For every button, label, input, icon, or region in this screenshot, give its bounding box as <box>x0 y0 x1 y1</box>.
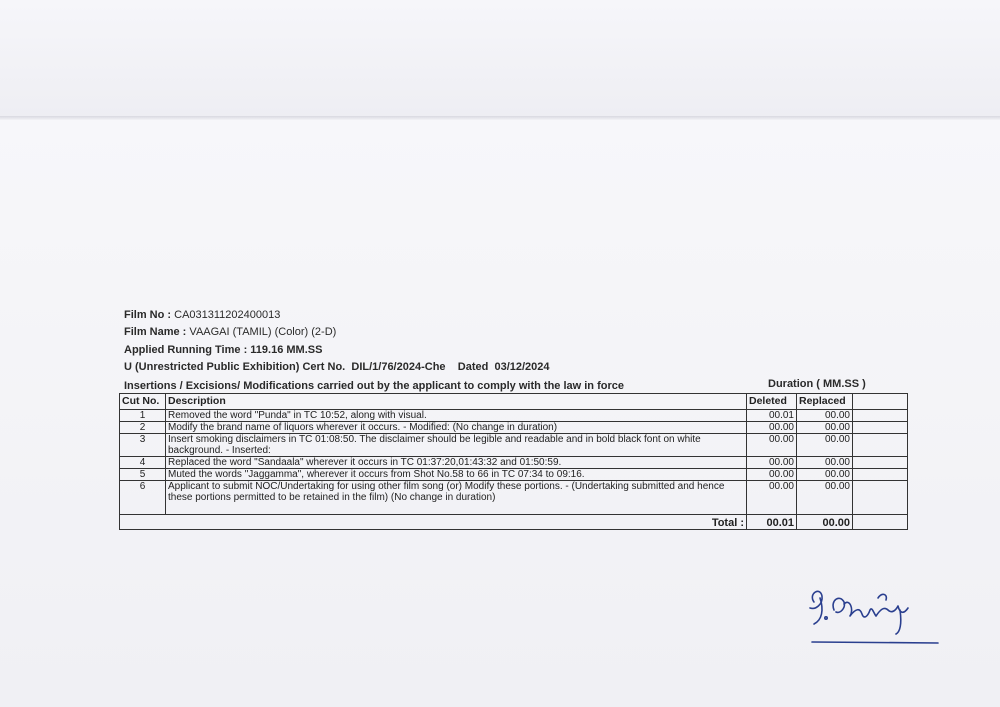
table-row <box>120 469 908 481</box>
blank-cell <box>853 469 908 481</box>
blank-cell <box>853 410 908 422</box>
dated-label: Dated <box>457 361 489 373</box>
blank-cell <box>853 434 908 457</box>
dated-value: 03/12/2024 <box>494 361 550 373</box>
deleted-value: 00.00 <box>747 469 797 481</box>
replaced-value: 00.00 <box>797 481 853 515</box>
cut-description: Insert smoking disclaimers in TC 01:08:50. The disclaimer should be legible and readable and in bold black font on white background. - Inserted: <box>166 434 747 457</box>
total-deleted: 00.01 <box>747 515 797 530</box>
cert-number: DIL/1/76/2024-Che <box>351 361 446 373</box>
film-name-line <box>124 326 336 338</box>
film-name-label: Film Name : <box>124 326 187 338</box>
table-row <box>120 410 908 422</box>
cut-number: 5 <box>120 469 166 481</box>
header-blank <box>853 394 908 410</box>
running-time-value: 119.16 MM.SS <box>250 344 323 356</box>
total-row <box>120 515 908 530</box>
cut-description: Removed the word "Punda" in TC 10:52, along with visual. <box>166 410 747 422</box>
blank-cell <box>853 457 908 469</box>
replaced-value: 00.00 <box>797 410 853 422</box>
cut-description: Modify the brand name of liquors wherever it occurs. - Modified: (No change in duration) <box>166 422 747 434</box>
deleted-value: 00.00 <box>747 481 797 515</box>
header-cut-no: Cut No. <box>120 394 166 410</box>
header-description: Description <box>166 394 747 410</box>
cert-label: U (Unrestricted Public Exhibition) Cert No. <box>124 361 346 373</box>
replaced-value: 00.00 <box>797 469 853 481</box>
film-name-value: VAAGAI (TAMIL) (Color) (2-D) <box>189 326 337 338</box>
film-no-line <box>124 309 280 321</box>
paper-top-fold <box>0 0 1000 118</box>
replaced-value: 00.00 <box>797 457 853 469</box>
duration-heading: Duration ( MM.SS ) <box>768 378 866 390</box>
table-row <box>120 457 908 469</box>
film-no-value: CA031311202400013 <box>174 309 281 321</box>
replaced-value: 00.00 <box>797 434 853 457</box>
deleted-value: 00.00 <box>747 434 797 457</box>
certificate-line <box>124 361 550 373</box>
cut-number: 2 <box>120 422 166 434</box>
header-deleted: Deleted <box>747 394 797 410</box>
running-time-line <box>124 344 322 356</box>
cut-number: 6 <box>120 481 166 515</box>
handwritten-signature <box>800 580 950 655</box>
section-title: Insertions / Excisions/ Modifications carried out by the applicant to comply with the law in force <box>124 380 624 392</box>
table-row <box>120 481 908 515</box>
total-replaced: 00.00 <box>797 515 853 530</box>
table-header-row <box>120 394 908 410</box>
total-blank-cell <box>853 515 908 530</box>
film-no-label: Film No : <box>124 309 172 321</box>
cut-description: Replaced the word "Sandaala" wherever it occurs in TC 01:37:20,01:43:32 and 01:50:59. <box>166 457 747 469</box>
cut-description: Applicant to submit NOC/Undertaking for using other film song (or) Modify these portions. - (Undertaking submitted and hence these portions permitted to be retained in the film) (No change in duration) <box>166 481 747 515</box>
deleted-value: 00.01 <box>747 410 797 422</box>
cut-number: 1 <box>120 410 166 422</box>
blank-cell <box>853 481 908 515</box>
deleted-value: 00.00 <box>747 457 797 469</box>
cut-number: 4 <box>120 457 166 469</box>
replaced-value: 00.00 <box>797 422 853 434</box>
cut-number: 3 <box>120 434 166 457</box>
cuts-table <box>119 393 908 530</box>
total-label: Total : <box>120 515 747 530</box>
cut-description: Muted the words "Jaggamma", wherever it occurs from Shot No.58 to 66 in TC 07:34 to 09:16. <box>166 469 747 481</box>
running-time-label: Applied Running Time : <box>124 344 248 356</box>
blank-cell <box>853 422 908 434</box>
deleted-value: 00.00 <box>747 422 797 434</box>
table-row <box>120 434 908 457</box>
table-row <box>120 422 908 434</box>
header-replaced: Replaced <box>797 394 853 410</box>
